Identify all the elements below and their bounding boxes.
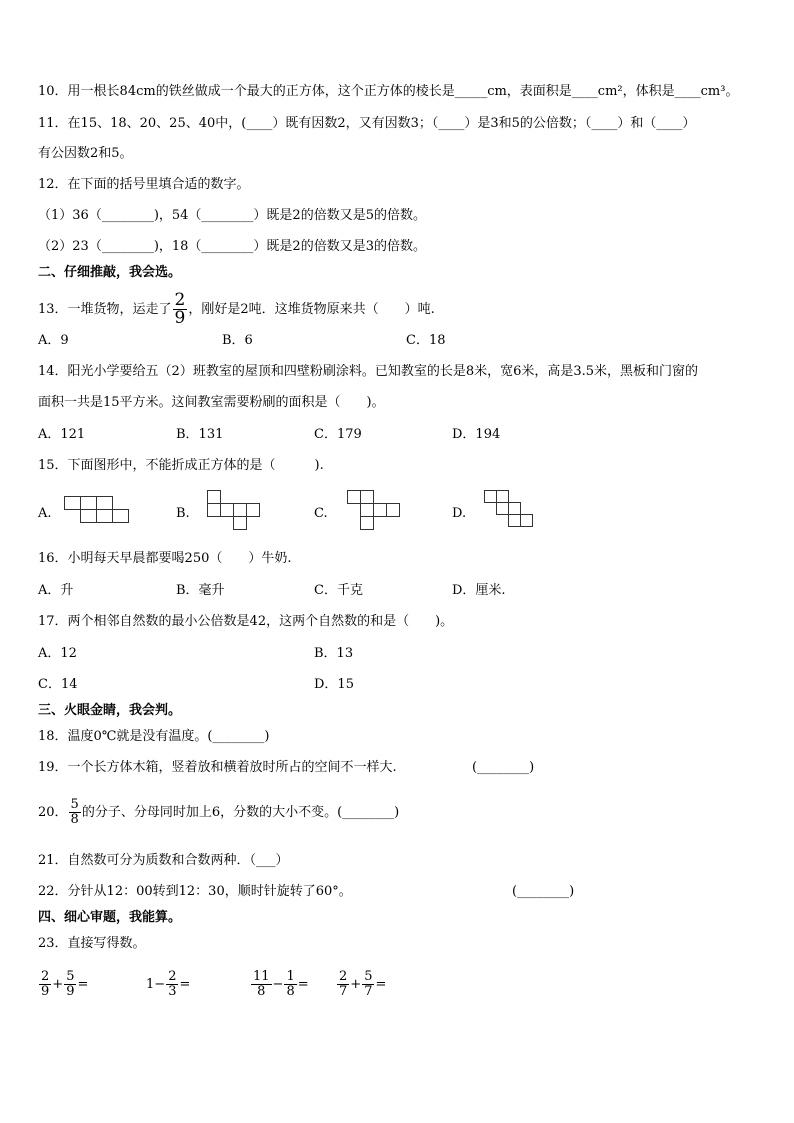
q16-option-c[interactable]: C．千克 [314,583,363,598]
question-15: 15．下面图形中，不能折成正方体的是（ ). [38,458,324,473]
q15-net-a [64,496,130,530]
q15-net-b [207,490,263,532]
q16-option-b[interactable]: B．毫升 [176,583,225,598]
question-14-line2: 面积一共是15平方米。这间教室需要粉刷的面积是（ )。 [38,395,385,410]
question-17: 17．两个相邻自然数的最小公倍数是42，这两个自然数的和是（ )。 [38,614,454,629]
question-20-fraction: $\frac{5}{8}$ [70,797,79,827]
question-22-blank[interactable]: (________) [512,884,575,899]
calc-item-4: $\frac{2}{7}$ + $\frac{5}{7}$ = [339,969,387,999]
question-12-part1: （1）36（________)，54（________）既是2的倍数又是5的倍数。 [38,208,426,223]
question-19-blank[interactable]: (________) [472,760,535,775]
question-12: 12．在下面的括号里填合适的数字。 [38,177,250,192]
section-2-heading: 二、仔细推敲，我会选。 [38,265,182,280]
question-22: 22．分针从12：00转到12：30，顺时针旋转了60°。 [38,884,352,899]
q17-option-b[interactable]: B．13 [314,646,354,661]
q13-option-c[interactable]: C．18 [406,333,446,348]
q14-option-b[interactable]: B．131 [176,427,224,442]
question-13-text: 13．一堆货物，运走了 [38,302,172,317]
section-4-heading: 四、细心审题，我能算。 [38,910,182,925]
calc-item-2: 1− $\frac{2}{3}$ = [146,969,191,999]
question-10: 10．用一根长84cm的铁丝做成一个最大的正方体，这个正方体的棱长是_____cm，表面积是____cm²，体积是____cm³。 [38,84,739,99]
question-20-text: 的分子、分母同时加上6，分数的大小不变。(________) [81,805,400,820]
q15-option-b[interactable]: B. [176,506,190,521]
question-12-part2: （2）23（________)，18（________）既是2的倍数又是3的倍数。 [38,239,426,254]
question-20 [38,796,399,830]
question-11-line2: 有公因数2和5。 [38,146,133,161]
q15-net-d [484,490,536,532]
calc-item-1: $\frac{2}{9}$ + $\frac{5}{9}$ = [41,969,89,999]
q13-option-a[interactable]: A．9 [38,333,69,348]
question-23: 23．直接写得数。 [38,936,146,951]
q17-option-d[interactable]: D．15 [314,677,354,692]
q16-option-d[interactable]: D．厘米. [452,583,506,598]
q17-option-a[interactable]: A．12 [38,646,77,661]
question-13-text-end: ，刚好是2吨．这堆货物原来共（ ）吨. [188,302,435,317]
question-16: 16．小明每天早晨都要喝250（ ）牛奶. [38,551,292,566]
q14-option-d[interactable]: D．194 [452,427,501,442]
question-19: 19．一个长方体木箱，竖着放和横着放时所占的空间不一样大. [38,760,397,775]
question-21: 21．自然数可分为质数和合数两种．（___） [38,853,289,868]
q13-option-b[interactable]: B．6 [222,333,253,348]
question-20-number: 20． [38,805,68,820]
q17-option-c[interactable]: C．14 [38,677,78,692]
question-11-line1: 11．在15、18、20、25、40中，(____）既有因数2，又有因数3；（____）是3和5的公倍数；（____）和（____） [38,116,696,131]
section-3-heading: 三、火眼金睛，我会判。 [38,703,182,718]
q15-option-d[interactable]: D. [452,506,467,521]
question-14-line1: 14．阳光小学要给五（2）班教室的屋顶和四壁粉刷涂料。已知教室的长是8米，宽6米，高是3.5米，黑板和门窗的 [38,364,699,379]
question-13-fraction: $\frac{2}{9}$ [174,290,186,328]
question-18: 18．温度0℃就是没有温度。(________) [38,729,270,744]
q15-option-c[interactable]: C. [314,506,328,521]
calc-item-3: $\frac{11}{8}$ − $\frac{1}{8}$ = [253,969,309,999]
q14-option-c[interactable]: C．179 [314,427,362,442]
q15-option-a[interactable]: A. [38,506,52,521]
question-13 [38,292,435,327]
q14-option-a[interactable]: A．121 [38,427,86,442]
q16-option-a[interactable]: A．升 [38,583,74,598]
q15-net-c [347,490,403,532]
